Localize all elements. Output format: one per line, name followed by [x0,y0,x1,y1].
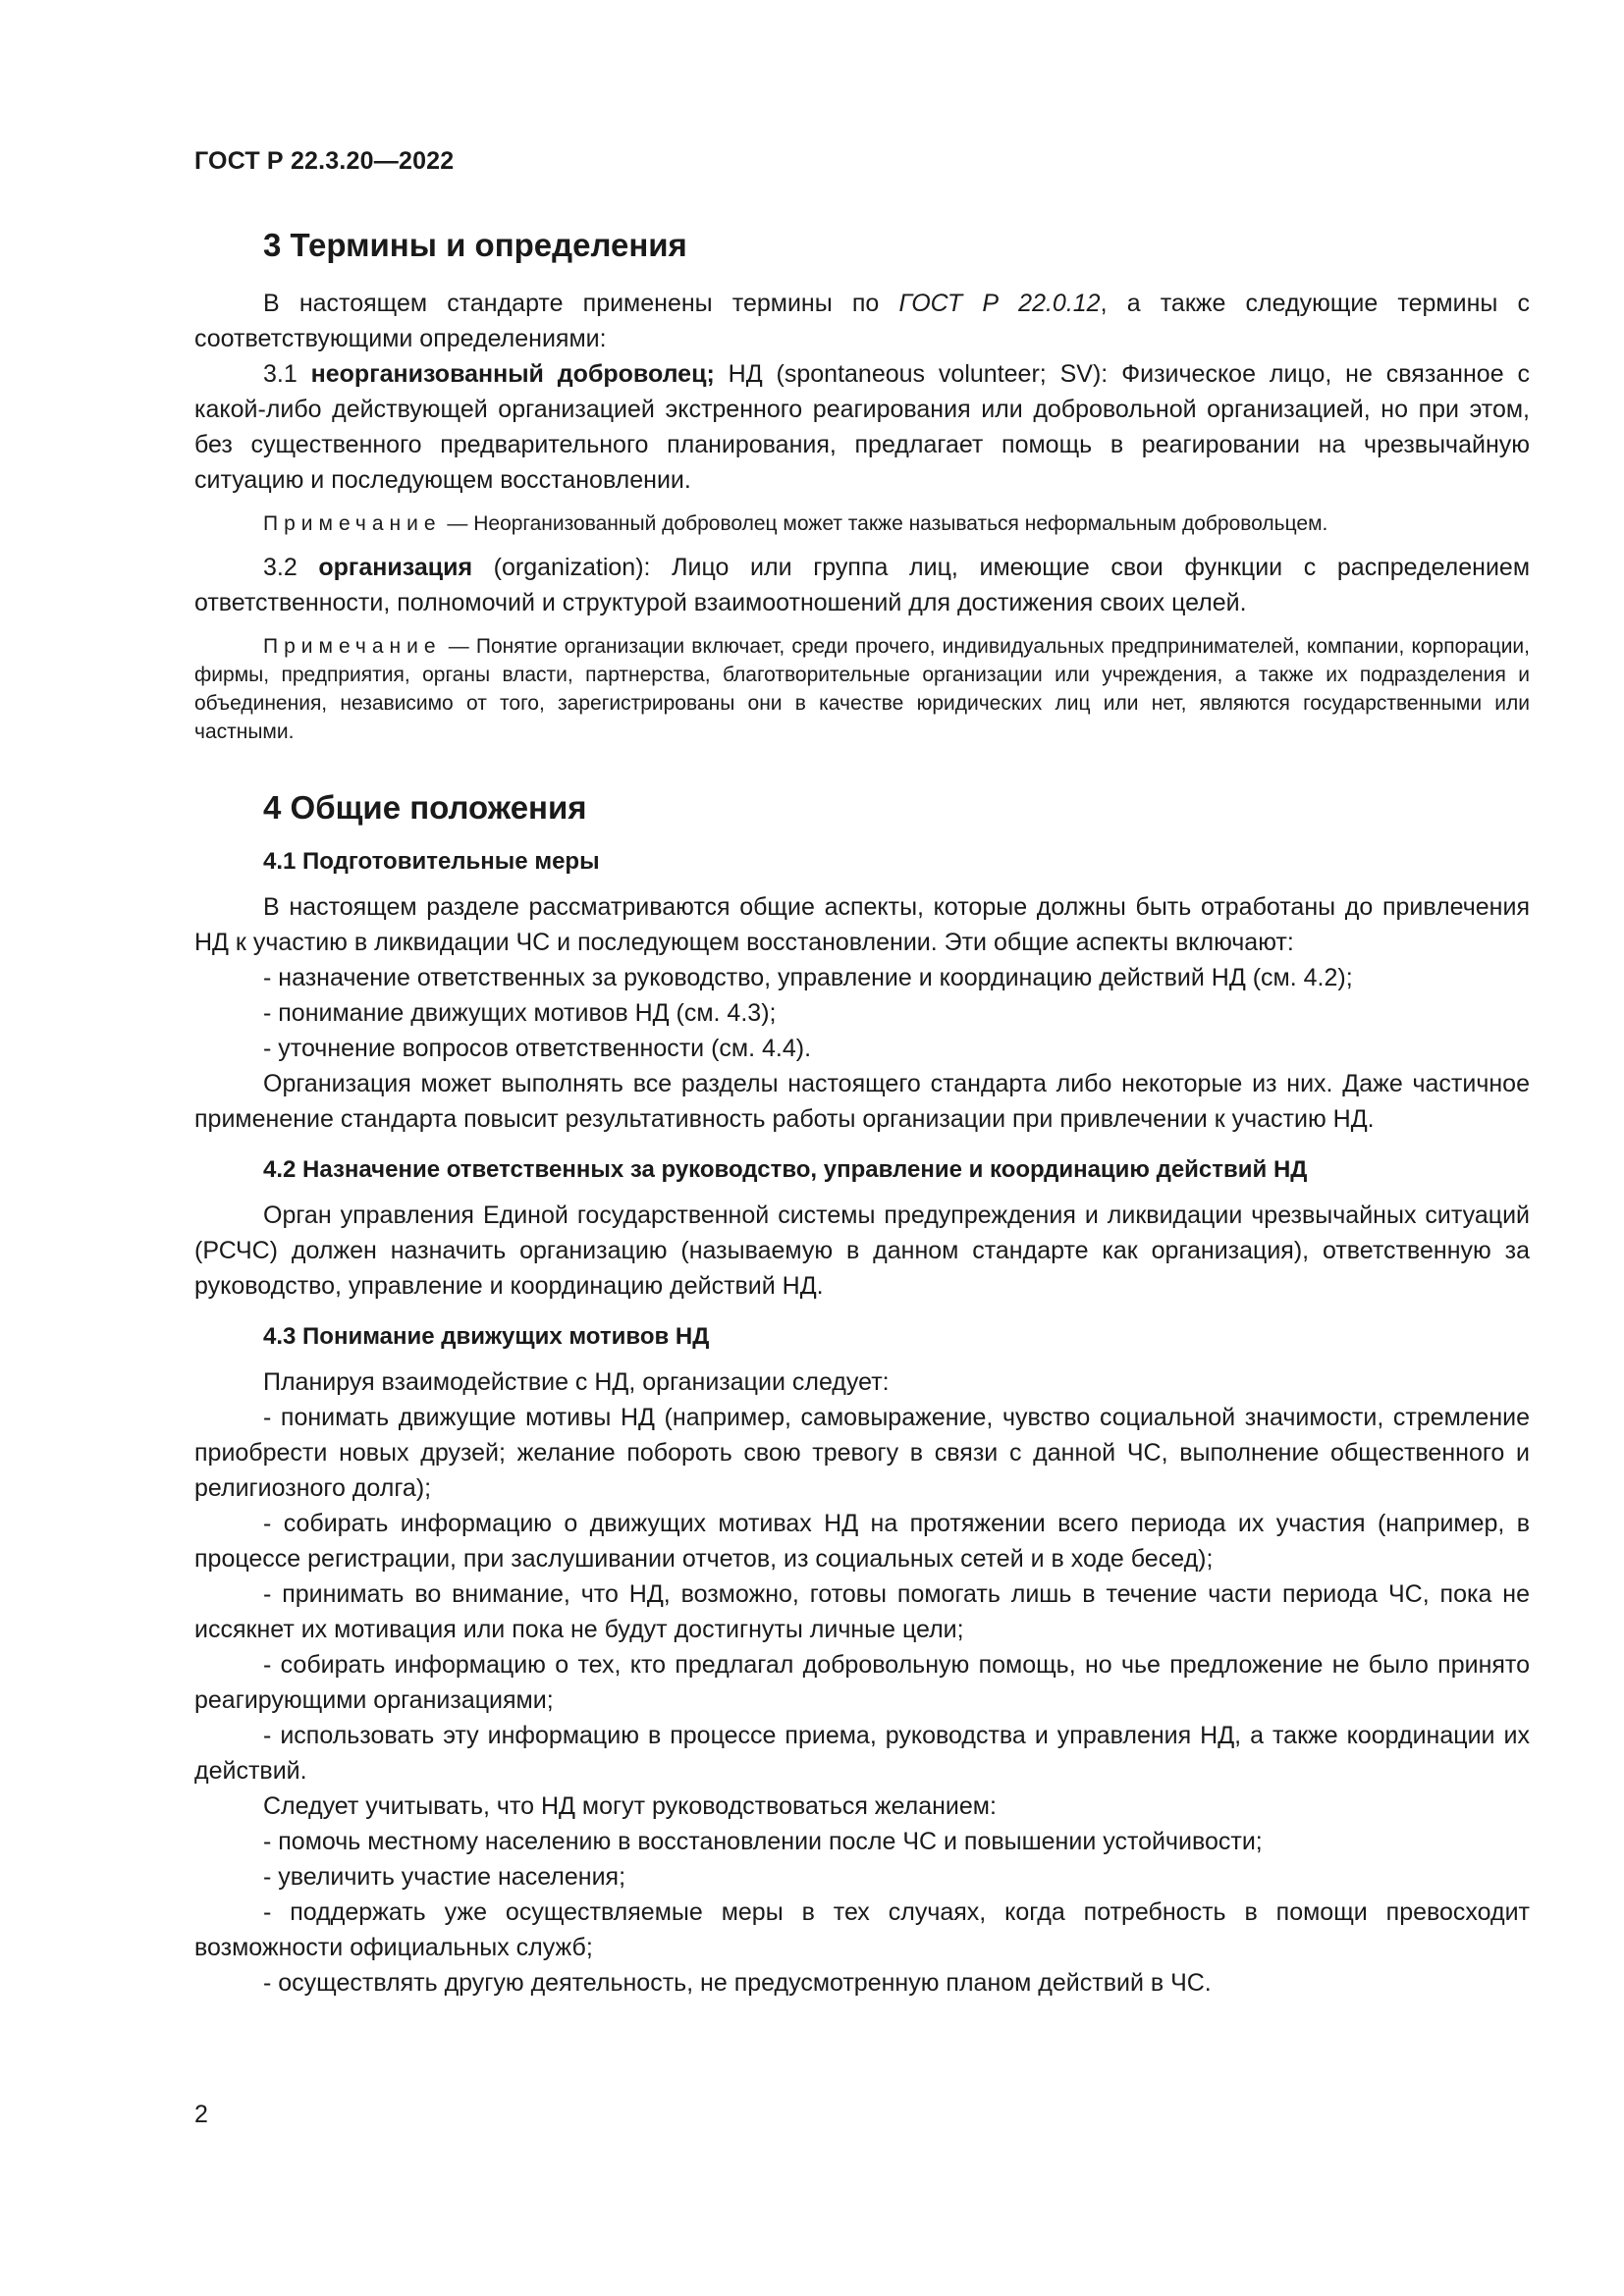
subsection-4-1-paragraph: В настоящем разделе рассматриваются общие аспекты, которые должны быть отработаны до привлечения НД к участию в ликвидации ЧС и последующем восстановлении. Эти общие аспекты включают: [194,893,1530,956]
standard-reference: ГОСТ Р 22.0.12 [898,290,1101,317]
subsection-4-2-paragraph: Орган управления Единой государственной системы предупреждения и ликвидации чрезвычайных ситуаций (РСЧС) должен назначить организацию (называемую в данном стандарте как организация), ответственную за руководство, управление и координацию действий НД. [194,1201,1530,1300]
section-3-title: 3 Термины и определения [263,227,687,263]
document-header: ГОСТ Р 22.3.20—2022 [194,147,455,175]
list-item: - поддержать уже осуществляемые меры в тех случаях, когда потребность в помощи превосходит возможности официальных служб; [194,1898,1530,1961]
term-3-1-name: неорганизованный доброволец; [310,360,715,388]
list-item: - собирать информацию о движущих мотивах НД на протяжении всего периода их участия (например, в процессе регистрации, при заслушивании отчетов, из социальных сетей и в ходе бесед); [194,1510,1530,1573]
page-number: 2 [194,2101,208,2128]
term-3-2-name: организация [318,554,473,581]
subsection-4-1-paragraph-2: Организация может выполнять все разделы настоящего стандарта либо некоторые из них. Даже частичное применение стандарта повысит результативность работы организации при привлечении к участию НД. [194,1070,1530,1133]
list-item: - назначение ответственных за руководство, управление и координацию действий НД (см. 4.2); [263,964,1353,991]
term-3-2-note: Примечание — Понятие организации включает, среди прочего, индивидуальных предпринимателей, компании, корпорации, фирмы, предприятия, органы власти, партнерства, благотворительные организации или учреждения, а также их подразделения и объединения, независимо от того, зарегистрированы они в качестве юридических лиц или нет, являются государственными или частными. [194,635,1530,743]
term-3-1-note: Примечание — Неорганизованный доброволец может также называться неформальным добровольцем. [263,512,1328,535]
list-item: - уточнение вопросов ответственности (см. 4.4). [263,1035,812,1062]
list-item: - принимать во внимание, что НД, возможно, готовы помогать лишь в течение части периода ЧС, пока не иссякнет их мотивация или пока не будут достигнуты личные цели; [194,1580,1530,1643]
subsection-4-3-paragraph: Планируя взаимодействие с НД, организации следует: [263,1368,890,1396]
list-item: - осуществлять другую деятельность, не предусмотренную планом действий в ЧС. [263,1969,1212,1997]
term-3-2: 3.2 организация (organization): Лицо или группа лиц, имеющие свои функции с распределением ответственности, полномочий и структурой взаимоотношений для достижения своих целей. [194,554,1531,616]
subsection-4-2-title: 4.2 Назначение ответственных за руководство, управление и координацию действий НД [263,1156,1308,1183]
list-item: - понимание движущих мотивов НД (см. 4.3); [263,999,777,1027]
subsection-4-3-paragraph-2: Следует учитывать, что НД могут руководствоваться желанием: [263,1792,997,1820]
document-page [194,147,1530,2001]
subsection-4-1-title: 4.1 Подготовительные меры [263,848,600,875]
section-3-intro: В настоящем стандарте применены термины по ГОСТ Р 22.0.12, а также следующие термины с соответствующими определениями: [194,290,1531,352]
term-3-1: 3.1 неорганизованный доброволец; НД (spontaneous volunteer; SV): Физическое лицо, не связанное с какой-либо действующей организацией экстренного реагирования или добровольной организацией, но при этом, без существенного предварительного планирования, предлагает помощь в реагировании на чрезвычайную ситуацию и последующем восстановлении. [194,360,1530,494]
list-item: - увеличить участие населения; [263,1863,626,1891]
list-item: - использовать эту информацию в процессе приема, руководства и управления НД, а также координации их действий. [194,1722,1530,1785]
section-4-title: 4 Общие положения [263,789,587,826]
list-item: - помочь местному населению в восстановлении после ЧС и повышении устойчивости; [263,1828,1263,1855]
subsection-4-3-title: 4.3 Понимание движущих мотивов НД [263,1323,710,1350]
list-item: - собирать информацию о тех, кто предлагал добровольную помощь, но чье предложение не было принято реагирующими организациями; [194,1651,1530,1714]
list-item: - понимать движущие мотивы НД (например, самовыражение, чувство социальной значимости, стремление приобрести новых друзей; желание побороть свою тревогу в связи с данной ЧС, выполнение общественного и религиозного долга); [194,1404,1530,1502]
